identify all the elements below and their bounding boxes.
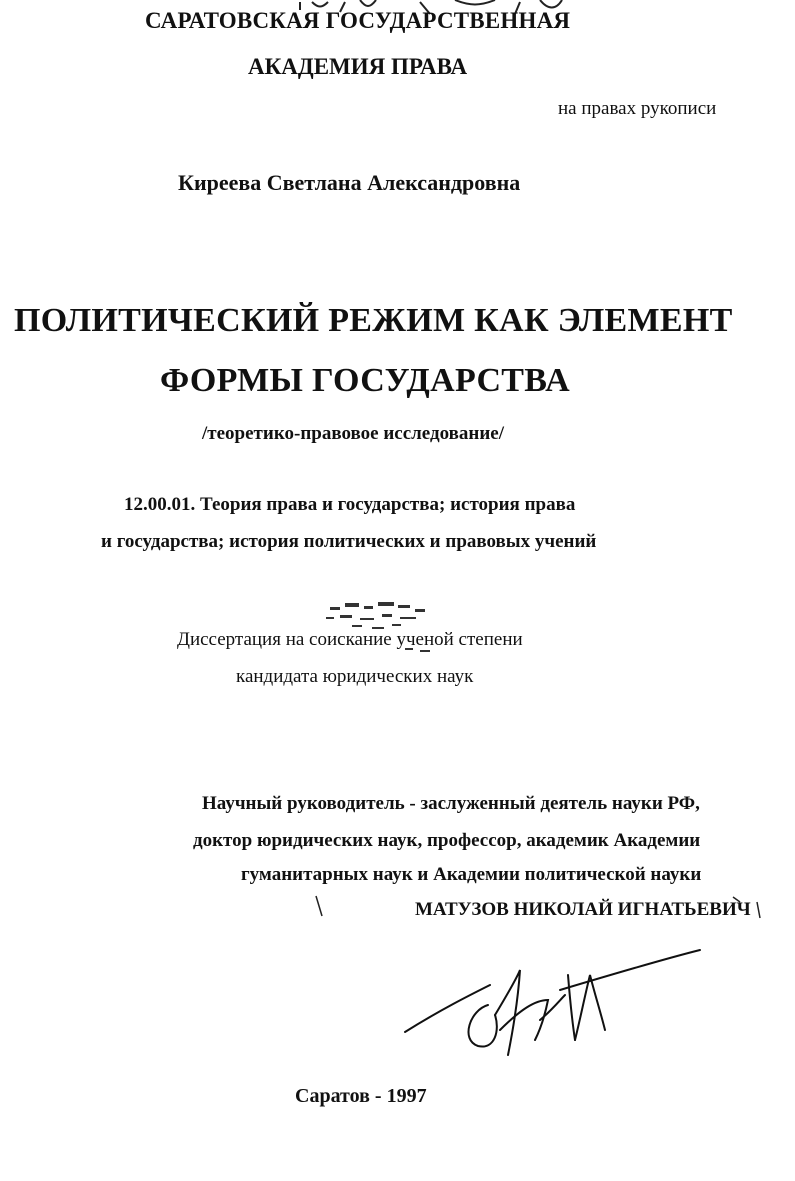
city-year: Саратов - 1997 — [295, 1085, 427, 1107]
manuscript-note: на правах рукописи — [558, 98, 717, 119]
thesis-title-line2: ФОРМЫ ГОСУДАРСТВА — [160, 362, 570, 399]
specialty-line1: 12.00.01. Теория права и государства; история права — [124, 494, 576, 515]
specialty-line2: и государства; история политических и правовых учений — [101, 531, 597, 552]
thesis-subtitle: /теоретико-правовое исследование/ — [202, 423, 504, 444]
supervisor-name: МАТУЗОВ НИКОЛАЙ ИГНАТЬЕВИЧ — [415, 899, 751, 920]
supervisor-line1: Научный руководитель - заслуженный деятель науки РФ, — [202, 793, 700, 814]
degree-line1: Диссертация на соискание ученой степени — [177, 629, 523, 650]
handwritten-signature-icon — [405, 950, 700, 1055]
degree-line2: кандидата юридических наук — [236, 666, 474, 687]
author-name: Киреева Светлана Александровна — [178, 170, 521, 195]
supervisor-line2: доктор юридических наук, профессор, академик Академии — [193, 830, 701, 851]
institution-name-line2: АКАДЕМИЯ ПРАВА — [248, 54, 468, 79]
supervisor-line3: гуманитарных наук и Академии политической науки — [241, 864, 702, 885]
thesis-title-line1: ПОЛИТИЧЕСКИЙ РЕЖИМ КАК ЭЛЕМЕНТ — [14, 302, 733, 339]
institution-name-line1: САРАТОВСКАЯ ГОСУДАРСТВЕННАЯ — [145, 8, 571, 33]
